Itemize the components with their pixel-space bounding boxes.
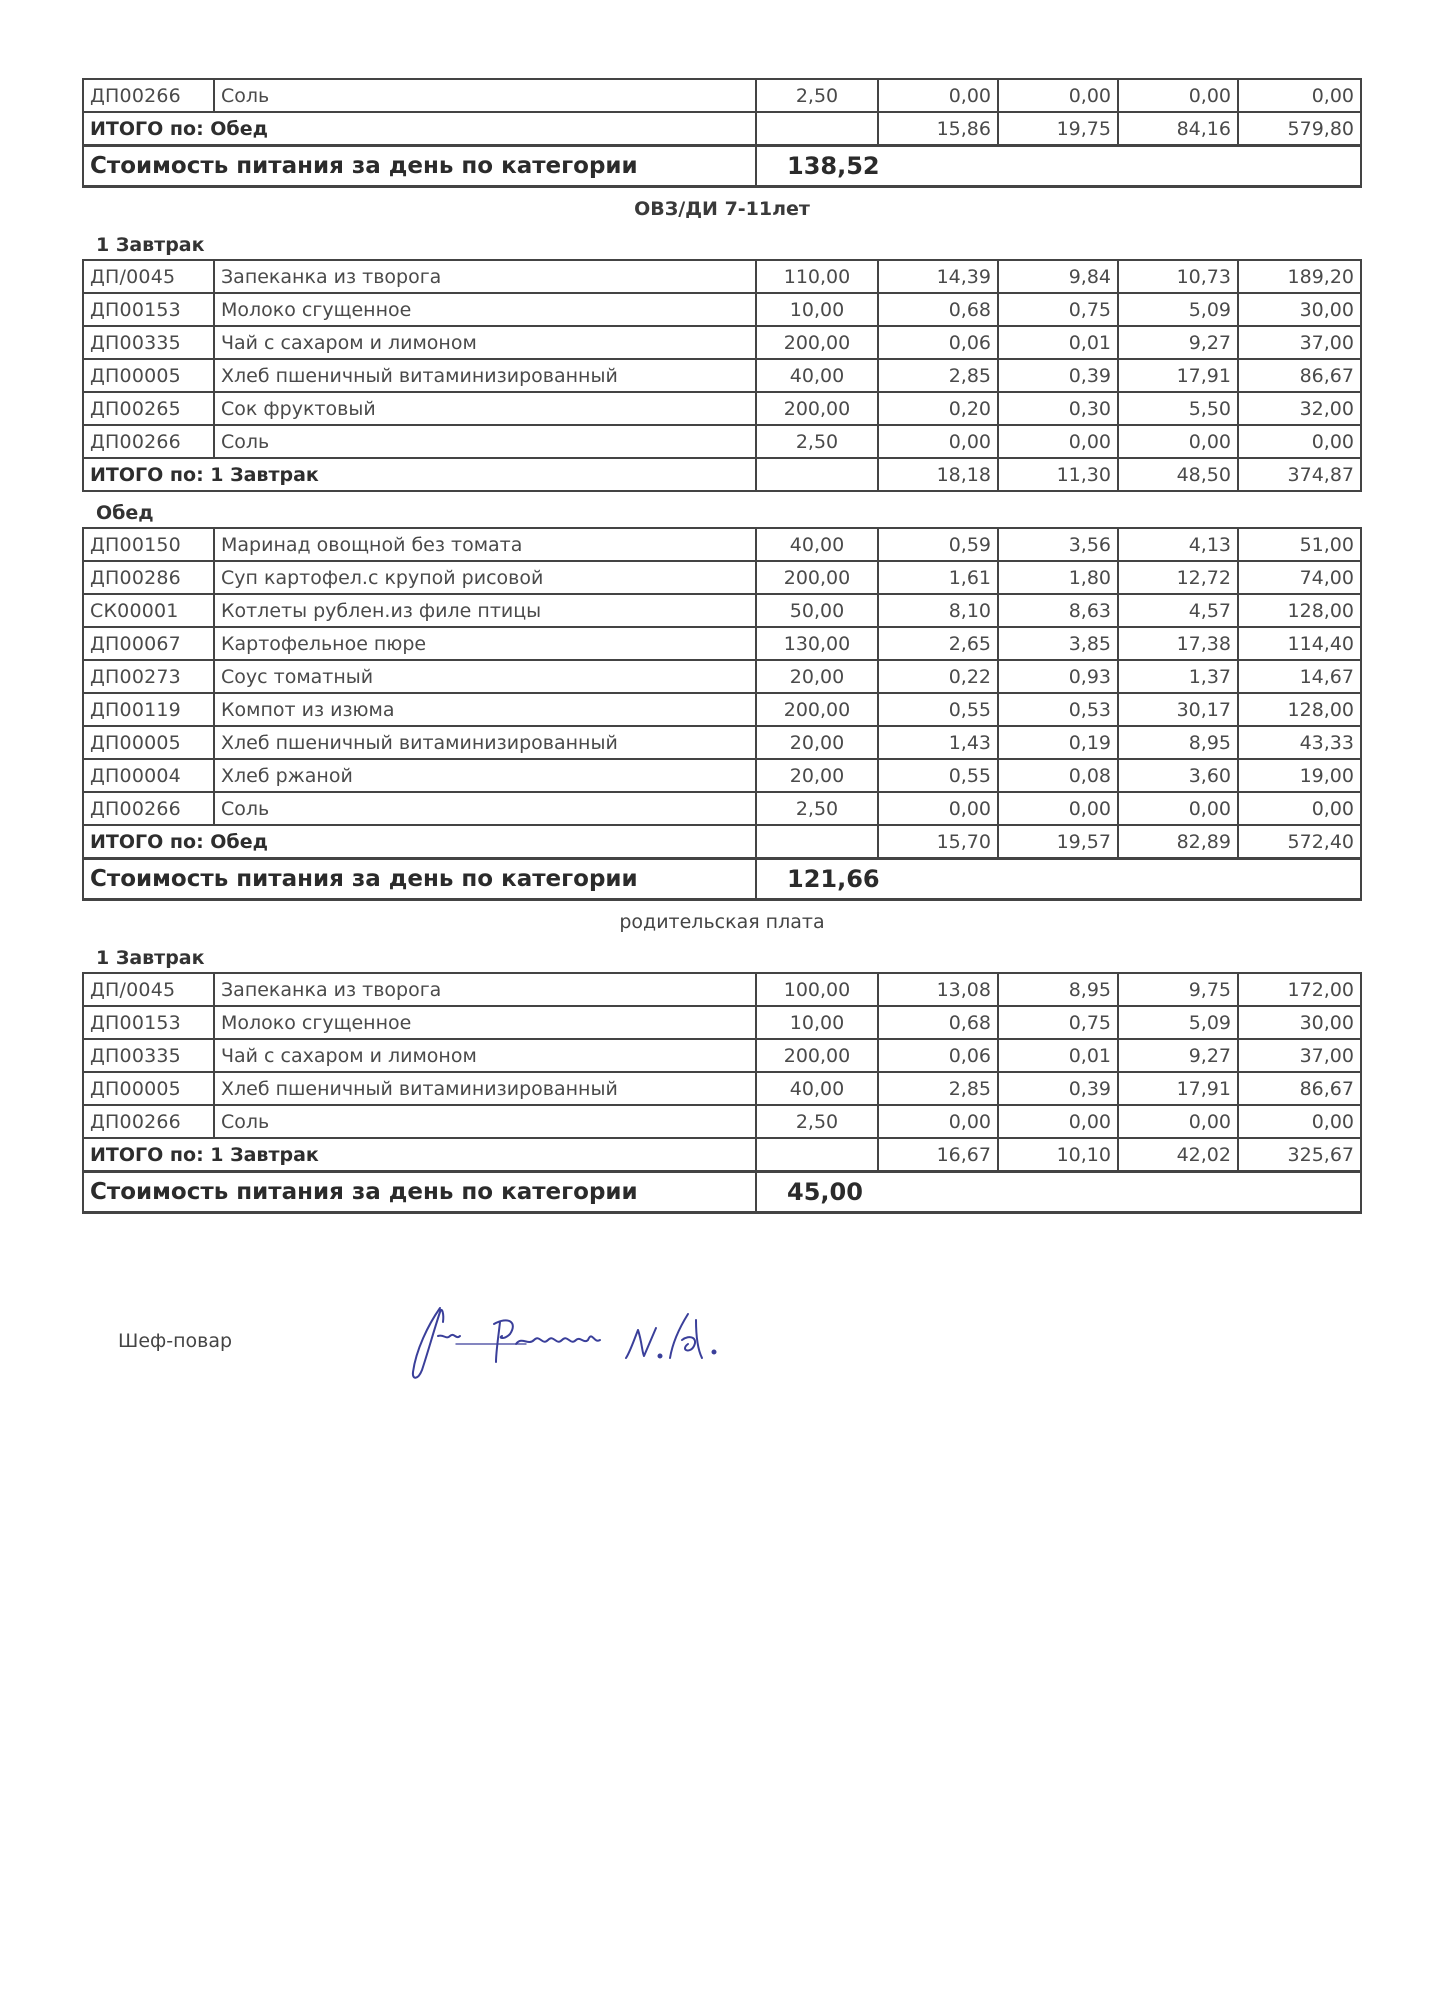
dish-proteins: 0,68 [878, 293, 998, 326]
table-row [83, 973, 1361, 1006]
dish-carbs: 8,95 [1118, 726, 1238, 759]
dish-carbs: 3,60 [1118, 759, 1238, 792]
dish-code: ДП00266 [83, 1105, 214, 1138]
dish-fats: 3,56 [998, 528, 1118, 561]
dish-carbs: 17,91 [1118, 359, 1238, 392]
dish-fats: 0,00 [998, 79, 1118, 112]
table-row [83, 726, 1361, 759]
dish-quantity: 20,00 [756, 726, 878, 759]
total-label: ИТОГО по: 1 Завтрак [83, 458, 756, 491]
meal-table-lunch [82, 527, 1362, 901]
dish-name: Котлеты рублен.из филе птицы [214, 594, 756, 627]
dish-name: Запеканка из творога [214, 260, 756, 293]
dish-proteins: 2,85 [878, 359, 998, 392]
total-energy: 374,87 [1238, 458, 1361, 491]
dish-code: ДП00005 [83, 1072, 214, 1105]
daily-cost-label: Стоимость питания за день по категории [83, 146, 756, 187]
category-title: ОВЗ/ДИ 7-11лет [634, 198, 810, 220]
signature-block [118, 1300, 818, 1400]
table-row [83, 425, 1361, 458]
dish-energy: 128,00 [1238, 594, 1361, 627]
total-fats: 19,57 [998, 825, 1118, 859]
dish-code: ДП00005 [83, 726, 214, 759]
dish-energy: 128,00 [1238, 693, 1361, 726]
dish-energy: 19,00 [1238, 759, 1361, 792]
dish-energy: 32,00 [1238, 392, 1361, 425]
dish-name: Компот из изюма [214, 693, 756, 726]
dish-energy: 30,00 [1238, 293, 1361, 326]
dish-quantity: 110,00 [756, 260, 878, 293]
dish-code: ДП00286 [83, 561, 214, 594]
dish-fats: 0,39 [998, 1072, 1118, 1105]
table-row [83, 326, 1361, 359]
total-label: ИТОГО по: 1 Завтрак [83, 1138, 756, 1172]
dish-proteins: 0,20 [878, 392, 998, 425]
dish-name: Чай с сахаром и лимоном [214, 326, 756, 359]
dish-name: Хлеб пшеничный витаминизированный [214, 1072, 756, 1105]
dish-carbs: 9,75 [1118, 973, 1238, 1006]
dish-name: Суп картофел.с крупой рисовой [214, 561, 756, 594]
dish-name: Соль [214, 1105, 756, 1138]
table-row [83, 660, 1361, 693]
dish-code: ДП/0045 [83, 973, 214, 1006]
dish-code: ДП00265 [83, 392, 214, 425]
dish-code: ДП00273 [83, 660, 214, 693]
table-row [83, 1105, 1361, 1138]
dish-carbs: 4,13 [1118, 528, 1238, 561]
dish-name: Соус томатный [214, 660, 756, 693]
daily-cost-label: Стоимость питания за день по категории [83, 859, 756, 900]
dish-fats: 8,95 [998, 973, 1118, 1006]
dish-name: Соль [214, 425, 756, 458]
dish-proteins: 0,68 [878, 1006, 998, 1039]
dish-carbs: 4,57 [1118, 594, 1238, 627]
dish-energy: 189,20 [1238, 260, 1361, 293]
table-row [83, 759, 1361, 792]
meal-total-row [83, 112, 1361, 146]
total-proteins: 16,67 [878, 1138, 998, 1172]
dish-code: ДП00067 [83, 627, 214, 660]
total-proteins: 18,18 [878, 458, 998, 491]
dish-quantity: 2,50 [756, 425, 878, 458]
handwritten-signature-icon [398, 1300, 778, 1390]
dish-proteins: 0,55 [878, 693, 998, 726]
dish-carbs: 0,00 [1118, 1105, 1238, 1138]
dish-carbs: 5,09 [1118, 1006, 1238, 1039]
dish-name: Хлеб пшеничный витаминизированный [214, 359, 756, 392]
meal-title: 1 Завтрак [96, 234, 205, 256]
dish-proteins: 0,06 [878, 1039, 998, 1072]
total-proteins: 15,70 [878, 825, 998, 859]
dish-energy: 86,67 [1238, 1072, 1361, 1105]
dish-fats: 0,53 [998, 693, 1118, 726]
table-row [83, 359, 1361, 392]
dish-carbs: 10,73 [1118, 260, 1238, 293]
dish-energy: 43,33 [1238, 726, 1361, 759]
dish-energy: 14,67 [1238, 660, 1361, 693]
dish-code: ДП00005 [83, 359, 214, 392]
total-proteins: 15,86 [878, 112, 998, 146]
daily-cost-row [83, 1172, 1361, 1213]
dish-energy: 114,40 [1238, 627, 1361, 660]
table-row [83, 561, 1361, 594]
dish-fats: 0,75 [998, 293, 1118, 326]
dish-proteins: 1,43 [878, 726, 998, 759]
dish-code: ДП00266 [83, 79, 214, 112]
total-carbs: 82,89 [1118, 825, 1238, 859]
total-fats: 10,10 [998, 1138, 1118, 1172]
dish-fats: 0,93 [998, 660, 1118, 693]
dish-quantity: 200,00 [756, 693, 878, 726]
dish-proteins: 2,65 [878, 627, 998, 660]
dish-carbs: 12,72 [1118, 561, 1238, 594]
dish-quantity: 20,00 [756, 759, 878, 792]
daily-cost-row [83, 146, 1361, 187]
meal-table-breakfast [82, 972, 1362, 1214]
dish-proteins: 0,59 [878, 528, 998, 561]
dish-carbs: 9,27 [1118, 326, 1238, 359]
dish-energy: 51,00 [1238, 528, 1361, 561]
dish-proteins: 0,00 [878, 79, 998, 112]
top-fragment-table [82, 78, 1362, 188]
signature-role: Шеф-повар [118, 1330, 233, 1352]
menu-document [82, 78, 1362, 1214]
table-row [83, 1039, 1361, 1072]
total-carbs: 48,50 [1118, 458, 1238, 491]
dish-name: Молоко сгущенное [214, 1006, 756, 1039]
dish-quantity: 2,50 [756, 79, 878, 112]
dish-fats: 0,39 [998, 359, 1118, 392]
dish-carbs: 5,09 [1118, 293, 1238, 326]
dish-energy: 0,00 [1238, 1105, 1361, 1138]
dish-quantity: 200,00 [756, 561, 878, 594]
dish-quantity: 130,00 [756, 627, 878, 660]
dish-energy: 37,00 [1238, 326, 1361, 359]
dish-quantity: 2,50 [756, 1105, 878, 1138]
dish-quantity: 10,00 [756, 1006, 878, 1039]
dish-quantity: 20,00 [756, 660, 878, 693]
dish-energy: 0,00 [1238, 792, 1361, 825]
table-row [83, 693, 1361, 726]
dish-fats: 0,00 [998, 425, 1118, 458]
dish-fats: 3,85 [998, 627, 1118, 660]
dish-carbs: 5,50 [1118, 392, 1238, 425]
dish-proteins: 0,22 [878, 660, 998, 693]
dish-name: Соль [214, 79, 756, 112]
dish-fats: 0,01 [998, 326, 1118, 359]
daily-cost-row [83, 859, 1361, 900]
dish-proteins: 0,00 [878, 425, 998, 458]
dish-proteins: 2,85 [878, 1072, 998, 1105]
dish-carbs: 30,17 [1118, 693, 1238, 726]
dish-energy: 86,67 [1238, 359, 1361, 392]
table-row [83, 627, 1361, 660]
meal-table-breakfast [82, 259, 1362, 492]
dish-quantity: 40,00 [756, 359, 878, 392]
table-row [83, 792, 1361, 825]
total-carbs: 42,02 [1118, 1138, 1238, 1172]
dish-fats: 0,00 [998, 1105, 1118, 1138]
dish-proteins: 0,00 [878, 1105, 998, 1138]
dish-code: ДП00004 [83, 759, 214, 792]
dish-code: ДП00150 [83, 528, 214, 561]
dish-carbs: 0,00 [1118, 792, 1238, 825]
dish-name: Картофельное пюре [214, 627, 756, 660]
daily-cost-value: 138,52 [756, 146, 1361, 187]
total-energy: 579,80 [1238, 112, 1361, 146]
dish-fats: 0,01 [998, 1039, 1118, 1072]
total-energy: 572,40 [1238, 825, 1361, 859]
dish-quantity: 200,00 [756, 1039, 878, 1072]
dish-energy: 0,00 [1238, 79, 1361, 112]
dish-proteins: 0,00 [878, 792, 998, 825]
total-label: ИТОГО по: Обед [83, 112, 756, 146]
category-title: родительская плата [619, 911, 825, 933]
dish-proteins: 13,08 [878, 973, 998, 1006]
dish-fats: 0,75 [998, 1006, 1118, 1039]
dish-carbs: 0,00 [1118, 425, 1238, 458]
meal-total-row [83, 1138, 1361, 1172]
table-row [83, 594, 1361, 627]
dish-energy: 74,00 [1238, 561, 1361, 594]
dish-quantity: 40,00 [756, 528, 878, 561]
dish-quantity: 200,00 [756, 326, 878, 359]
meal-title: 1 Завтрак [96, 947, 205, 969]
total-carbs: 84,16 [1118, 112, 1238, 146]
meal-total-row [83, 458, 1361, 491]
dish-carbs: 17,91 [1118, 1072, 1238, 1105]
dish-quantity: 50,00 [756, 594, 878, 627]
dish-quantity: 10,00 [756, 293, 878, 326]
table-row [83, 260, 1361, 293]
dish-code: ДП00335 [83, 1039, 214, 1072]
dish-proteins: 1,61 [878, 561, 998, 594]
dish-fats: 0,19 [998, 726, 1118, 759]
table-row [83, 1072, 1361, 1105]
dish-name: Хлеб пшеничный витаминизированный [214, 726, 756, 759]
table-row [83, 392, 1361, 425]
dish-fats: 0,08 [998, 759, 1118, 792]
total-energy: 325,67 [1238, 1138, 1361, 1172]
dish-quantity: 40,00 [756, 1072, 878, 1105]
dish-fats: 9,84 [998, 260, 1118, 293]
dish-name: Соль [214, 792, 756, 825]
dish-name: Чай с сахаром и лимоном [214, 1039, 756, 1072]
daily-cost-value: 121,66 [756, 859, 1361, 900]
meal-title: Обед [96, 502, 154, 524]
dish-carbs: 1,37 [1118, 660, 1238, 693]
dish-proteins: 14,39 [878, 260, 998, 293]
dish-energy: 37,00 [1238, 1039, 1361, 1072]
dish-proteins: 0,55 [878, 759, 998, 792]
dish-code: СК00001 [83, 594, 214, 627]
dish-code: ДП/0045 [83, 260, 214, 293]
dish-carbs: 17,38 [1118, 627, 1238, 660]
dish-carbs: 9,27 [1118, 1039, 1238, 1072]
dish-name: Запеканка из творога [214, 973, 756, 1006]
table-row [83, 293, 1361, 326]
dish-name: Маринад овощной без томата [214, 528, 756, 561]
dish-quantity: 200,00 [756, 392, 878, 425]
dish-code: ДП00153 [83, 1006, 214, 1039]
dish-name: Сок фруктовый [214, 392, 756, 425]
dish-proteins: 0,06 [878, 326, 998, 359]
dish-name: Хлеб ржаной [214, 759, 756, 792]
table-row [83, 79, 1361, 112]
table-row [83, 528, 1361, 561]
dish-fats: 0,30 [998, 392, 1118, 425]
dish-energy: 0,00 [1238, 425, 1361, 458]
table-row [83, 1006, 1361, 1039]
dish-quantity: 100,00 [756, 973, 878, 1006]
meal-total-row [83, 825, 1361, 859]
dish-fats: 0,00 [998, 792, 1118, 825]
dish-name: Молоко сгущенное [214, 293, 756, 326]
dish-code: ДП00119 [83, 693, 214, 726]
total-label: ИТОГО по: Обед [83, 825, 756, 859]
dish-code: ДП00266 [83, 425, 214, 458]
dish-quantity: 2,50 [756, 792, 878, 825]
daily-cost-value: 45,00 [756, 1172, 1361, 1213]
dish-carbs: 0,00 [1118, 79, 1238, 112]
dish-energy: 30,00 [1238, 1006, 1361, 1039]
dish-proteins: 8,10 [878, 594, 998, 627]
dish-code: ДП00266 [83, 792, 214, 825]
dish-energy: 172,00 [1238, 973, 1361, 1006]
dish-fats: 8,63 [998, 594, 1118, 627]
total-fats: 11,30 [998, 458, 1118, 491]
daily-cost-label: Стоимость питания за день по категории [83, 1172, 756, 1213]
dish-code: ДП00335 [83, 326, 214, 359]
dish-fats: 1,80 [998, 561, 1118, 594]
total-fats: 19,75 [998, 112, 1118, 146]
dish-code: ДП00153 [83, 293, 214, 326]
